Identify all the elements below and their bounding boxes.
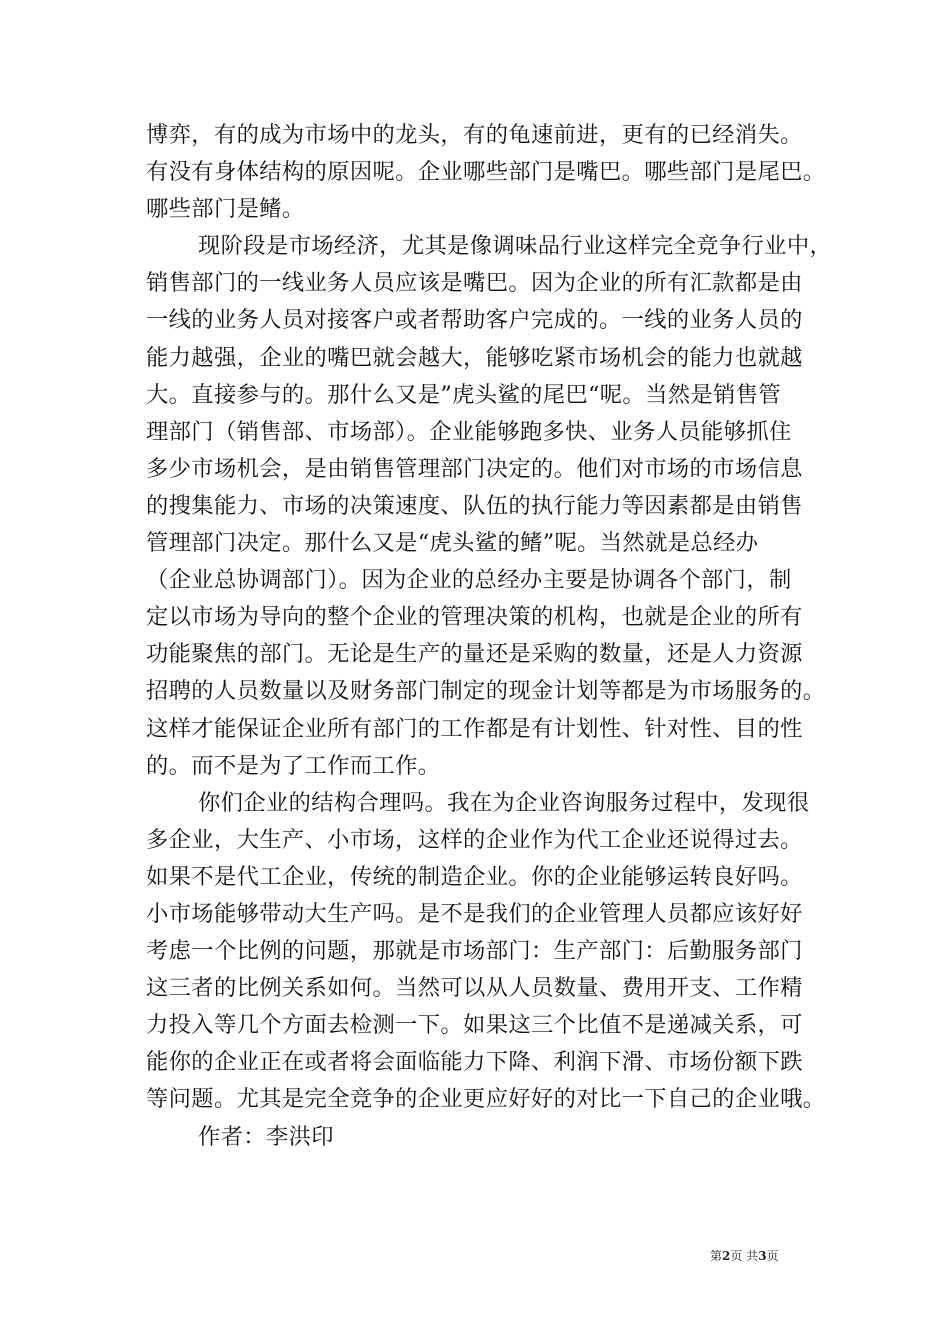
text-line: 销售部门的一线业务人员应该是嘴巴。因为企业的所有汇款都是由 (146, 270, 803, 297)
footer-prefix: 第 (710, 1249, 723, 1263)
text-line: 多少市场机会，是由销售管理部门决定的。他们对市场的市场信息 (146, 455, 803, 482)
text-line: （企业总协调部门）。因为企业的总经办主要是协调各个部门，制 (146, 567, 792, 594)
text-line: 管理部门决定。那什么又是“虎头鲨的鳍”呢。当然就是总经办 (146, 530, 759, 557)
text-line: 的搜集能力、市场的决策速度、队伍的执行能力等因素都是由销售 (146, 492, 803, 519)
text-line: 多企业，大生产、小市场，这样的企业作为代工企业还说得过去。 (146, 826, 803, 853)
text-line: 理部门（销售部、市场部）。企业能够跑多快、业务人员能够抓住 (146, 418, 792, 445)
paragraph-start-line: 你们企业的结构合理吗。我在为企业咨询服务过程中，发现很 (198, 789, 810, 816)
text-line: 的。而不是为了工作而工作。 (146, 752, 441, 779)
total-pages-number: 3 (758, 1249, 767, 1263)
footer-middle: 页 共 (730, 1249, 759, 1263)
document-body (146, 117, 846, 1156)
text-line: 这三者的比例关系如何。当然可以从人员数量、费用开支、工作精 (146, 975, 803, 1002)
text-line: 这样才能保证企业所有部门的工作都是有计划性、针对性、目的性 (146, 715, 803, 742)
text-line: 等问题。尤其是完全竞争的企业更应好好的对比一下自己的企业哦。 (146, 1086, 826, 1113)
text-line: 能你的企业正在或者将会面临能力下降、利润下滑、市场份额下跌 (146, 1049, 803, 1076)
text-line: 小市场能够带动大生产吗。是不是我们的企业管理人员都应该好好 (146, 900, 803, 927)
text-line: 能力越强，企业的嘴巴就会越大，能够吃紧市场机会的能力也就越 (146, 344, 803, 371)
paragraph-start-line: 现阶段是市场经济，尤其是像调味品行业这样完全竞争行业中， (198, 233, 833, 260)
text-line: 力投入等几个方面去检测一下。如果这三个比值不是递减关系，可 (146, 1012, 803, 1039)
footer-suffix: 页 (766, 1249, 779, 1263)
text-line: 哪些部门是鳍。 (146, 196, 305, 223)
text-line: 有没有身体结构的原因呢。企业哪些部门是嘴巴。哪些部门是尾巴。 (146, 159, 826, 186)
text-line: 如果不是代工企业，传统的制造企业。你的企业能够运转良好吗。 (146, 863, 803, 890)
text-line: 大。直接参与的。那什么又是”虎头鲨的尾巴“呢。当然是销售管 (146, 381, 781, 408)
page-footer (710, 1248, 779, 1264)
text-line: 招聘的人员数量以及财务部门制定的现金计划等都是为市场服务的。 (146, 678, 826, 705)
text-line: 考虑一个比例的问题，那就是市场部门：生产部门：后勤服务部门 (146, 938, 803, 965)
text-line: 功能聚焦的部门。无论是生产的量还是采购的数量，还是人力资源 (146, 641, 803, 668)
author-line: 作者：李洪印 (198, 1123, 334, 1150)
text-line: 一线的业务人员对接客户或者帮助客户完成的。一线的业务人员的 (146, 307, 803, 334)
text-line: 博弈，有的成为市场中的龙头，有的龟速前进，更有的已经消失。 (146, 122, 803, 148)
text-line: 定以市场为导向的整个企业的管理决策的机构，也就是企业的所有 (146, 604, 803, 631)
current-page-number: 2 (722, 1249, 731, 1263)
